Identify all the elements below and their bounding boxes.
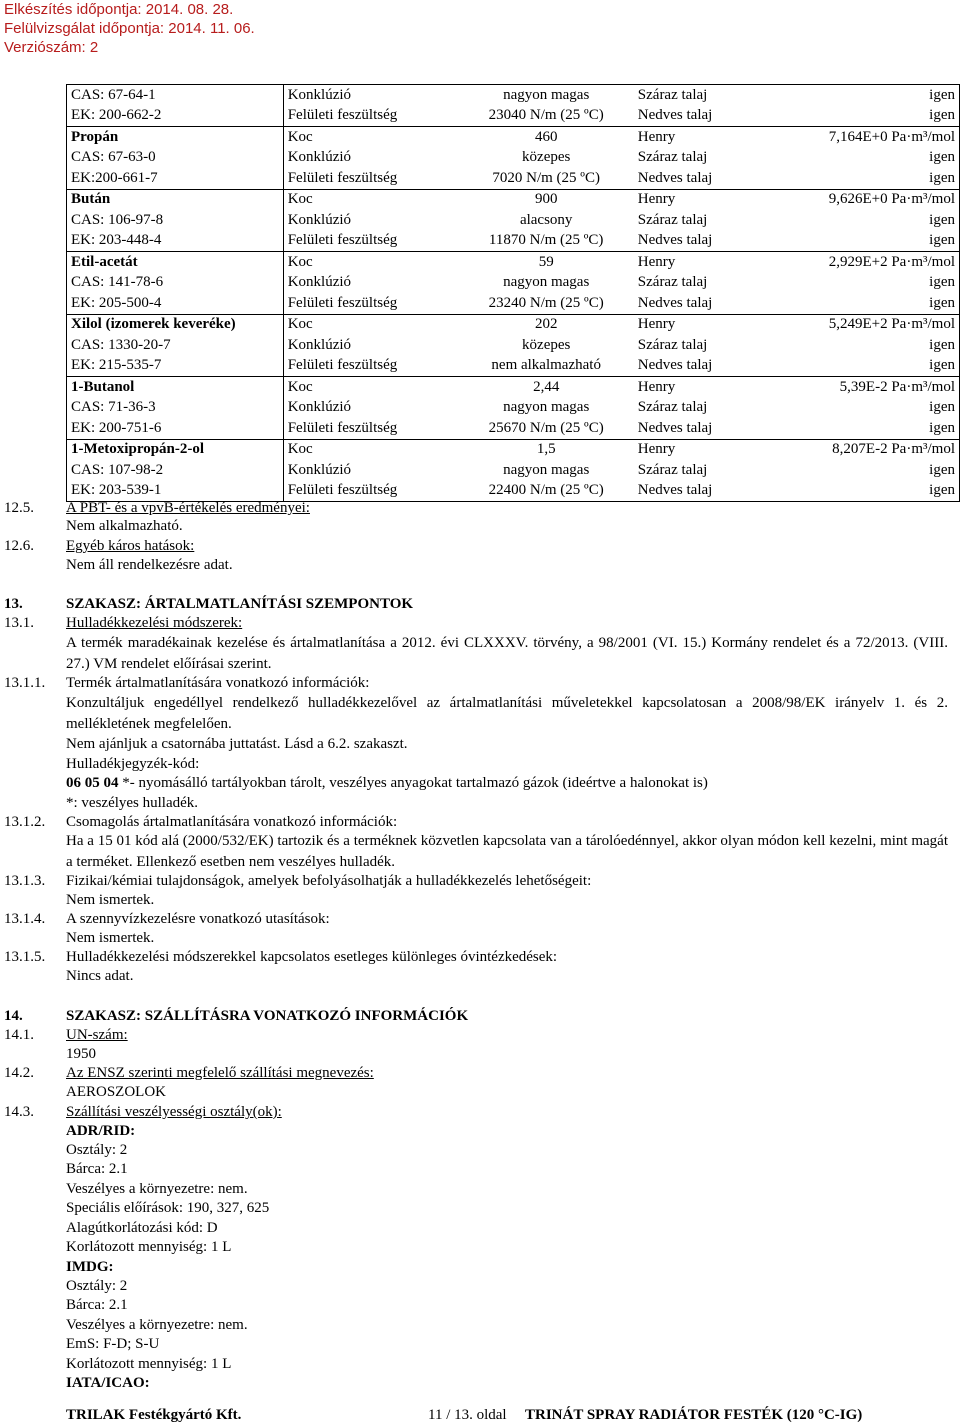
condition-cell: Száraz talaj <box>637 211 708 228</box>
condition-cell: Nedves talaj <box>634 481 774 502</box>
adr-line: Speciális előírások: 190, 327, 625 <box>66 1200 270 1216</box>
section-text: Ha a 15 01 kód alá (2000/532/EK) tartozik és a terméknek közvetlen kapcsolata van a tárolóedénnyel, akkor olyan módon kell kezelni, mint magát a terméket. Ellenkező esetben nem veszélyes hulladék. <box>66 833 948 870</box>
waste-code: 06 05 04 <box>66 775 119 791</box>
table-row <box>67 314 960 335</box>
result-cell: 5,249E+2 Pa·m³/mol <box>774 314 960 335</box>
value-cell: nagyon magas <box>503 461 590 478</box>
substance-cell: EK: 203-539-1 <box>67 481 284 502</box>
value-cell: 202 <box>459 314 634 335</box>
condition-cell: Henry <box>634 189 774 210</box>
waste-code-line <box>66 774 708 793</box>
adr-line: Osztály: 2 <box>66 1142 128 1158</box>
table-row <box>67 210 960 231</box>
imdg-line: EmS: F-D; S-U <box>66 1336 160 1352</box>
table-row <box>67 168 960 189</box>
result-cell: 9,626E+0 Pa·m³/mol <box>774 189 960 210</box>
property-cell: Koc <box>283 189 458 210</box>
property-cell: Koc <box>283 439 458 460</box>
substance-cell: EK: 200-751-6 <box>67 418 284 439</box>
table-row <box>67 439 960 460</box>
imdg-line: Veszélyes a környezetre: nem. <box>66 1317 248 1333</box>
adr-line: Bárca: 2.1 <box>66 1161 128 1177</box>
condition-cell: Henry <box>634 439 774 460</box>
property-cell: Konklúzió <box>283 398 458 419</box>
table-row <box>67 273 960 294</box>
substance-cell: CAS: 107-98-2 <box>67 460 284 481</box>
substance-cell: Etil-acetát <box>67 252 284 273</box>
condition-cell: Nedves talaj <box>637 232 713 249</box>
result-cell: igen <box>774 106 960 127</box>
condition-cell: Száraz talaj <box>637 336 708 353</box>
substance-cell: CAS: 67-64-1 <box>67 85 284 106</box>
section-title: Hulladékkezelési módszerekkel kapcsolatos esetleges különleges óvintézkedések: <box>66 949 558 965</box>
property-cell: Konklúzió <box>283 85 458 106</box>
section-title: Hulladékkezelési módszerek: <box>66 615 243 631</box>
section-title: Csomagolás ártalmatlanítására vonatkozó információk: <box>66 814 398 830</box>
version-number: Verziószám: 2 <box>4 39 99 56</box>
condition-cell: Száraz talaj <box>637 274 708 291</box>
result-cell: igen <box>774 168 960 189</box>
condition-cell: Henry <box>634 127 774 148</box>
condition-cell: Nedves talaj <box>637 419 713 436</box>
table-row <box>67 127 960 148</box>
substance-cell: EK:200-661-7 <box>67 168 284 189</box>
condition-cell: Száraz talaj <box>634 85 774 106</box>
section-number: 12.5. <box>4 500 34 516</box>
result-cell: igen <box>774 460 960 481</box>
substance-cell: CAS: 67-63-0 <box>67 148 284 169</box>
condition-cell: Nedves talaj <box>637 169 713 186</box>
property-cell: Felületi feszültség <box>283 231 458 252</box>
result-cell: 5,39E-2 Pa·m³/mol <box>774 377 960 398</box>
imdg-line: Bárca: 2.1 <box>66 1297 128 1313</box>
iata-heading: IATA/ICAO: <box>66 1375 150 1391</box>
result-cell: igen <box>774 335 960 356</box>
section-number: 14.2. <box>4 1065 34 1081</box>
imdg-line: Korlátozott mennyiség: 1 L <box>66 1356 232 1372</box>
condition-cell: Henry <box>634 314 774 335</box>
property-cell: Koc <box>283 127 458 148</box>
result-cell: igen <box>774 481 960 502</box>
section-title: A szennyvízkezelésre vonatkozó utasítások: <box>66 911 330 927</box>
condition-cell: Száraz talaj <box>637 461 708 478</box>
result-cell: 2,929E+2 Pa·m³/mol <box>774 252 960 273</box>
section-number: 14.1. <box>4 1027 34 1043</box>
substance-cell: CAS: 141-78-6 <box>67 273 284 294</box>
table-row <box>67 252 960 273</box>
section-number: 13.1.1. <box>4 675 46 691</box>
condition-cell: Nedves talaj <box>637 294 713 311</box>
section-title: A PBT- és a vpvB-értékelés eredményei: <box>66 500 310 516</box>
substance-cell: Bután <box>67 189 284 210</box>
table-row <box>67 148 960 169</box>
value-cell: 11870 N/m (25 ºC) <box>488 232 604 249</box>
condition-cell: Száraz talaj <box>637 399 708 416</box>
property-cell: Koc <box>283 314 458 335</box>
ecotox-table <box>66 84 960 502</box>
condition-cell: Henry <box>634 377 774 398</box>
substance-cell: CAS: 1330-20-7 <box>67 335 284 356</box>
value-cell: 22400 N/m (25 ºC) <box>459 481 634 502</box>
section-title: UN-szám: <box>66 1027 128 1043</box>
value-cell: 900 <box>459 189 634 210</box>
created-date: Elkészítés időpontja: 2014. 08. 28. <box>4 1 234 18</box>
section-number: 13. <box>4 596 23 612</box>
section-title: Szállítási veszélyességi osztály(ok): <box>66 1104 282 1120</box>
adr-line: Alagútkorlátozási kód: D <box>66 1220 218 1236</box>
property-cell: Felületi feszültség <box>283 356 458 377</box>
property-cell: Koc <box>283 377 458 398</box>
table-row <box>67 460 960 481</box>
revised-date: Felülvizsgálat időpontja: 2014. 11. 06. <box>4 20 255 37</box>
table-row <box>67 418 960 439</box>
condition-cell: Nedves talaj <box>637 357 713 374</box>
section-text: Nem ismertek. <box>66 892 155 908</box>
substance-cell: EK: 200-662-2 <box>67 106 284 127</box>
footer-page-number: 11 / 13. oldal <box>428 1407 507 1423</box>
substance-cell: CAS: 106-97-8 <box>67 210 284 231</box>
table-row <box>67 293 960 314</box>
table-row <box>67 398 960 419</box>
property-cell: Konklúzió <box>283 460 458 481</box>
substance-cell: EK: 205-500-4 <box>67 293 284 314</box>
result-cell: 8,207E-2 Pa·m³/mol <box>774 439 960 460</box>
property-cell: Felületi feszültség <box>283 418 458 439</box>
section-text: Hulladékjegyzék-kód: <box>66 756 200 772</box>
property-cell: Konklúzió <box>283 148 458 169</box>
section-title: Egyéb káros hatások: <box>66 538 195 554</box>
table-row <box>67 356 960 377</box>
result-cell: igen <box>774 418 960 439</box>
section-text: 1950 <box>66 1046 96 1062</box>
property-cell: Koc <box>283 252 458 273</box>
section-text: AEROSZOLOK <box>66 1084 166 1100</box>
value-cell: 7020 N/m (25 ºC) <box>492 169 600 186</box>
substance-cell: 1-Metoxipropán-2-ol <box>67 439 284 460</box>
imdg-heading: IMDG: <box>66 1259 114 1275</box>
value-cell: nagyon magas <box>503 274 590 291</box>
property-cell: Felületi feszültség <box>283 106 458 127</box>
section-number: 13.1.2. <box>4 814 46 830</box>
section-title: Fizikai/kémiai tulajdonságok, amelyek befolyásolhatják a hulladékkezelés lehetőségeit: <box>66 873 592 889</box>
substance-cell: CAS: 71-36-3 <box>67 398 284 419</box>
value-cell: nem alkalmazható <box>491 357 601 374</box>
condition-cell: Száraz talaj <box>637 149 708 166</box>
table-row <box>67 377 960 398</box>
value-cell: 2,44 <box>459 377 634 398</box>
property-cell: Felületi feszültség <box>283 481 458 502</box>
result-cell: igen <box>774 85 960 106</box>
property-cell: Konklúzió <box>283 335 458 356</box>
property-cell: Konklúzió <box>283 210 458 231</box>
value-cell: nagyon magas <box>503 399 590 416</box>
adr-heading: ADR/RID: <box>66 1123 136 1139</box>
result-cell: igen <box>774 273 960 294</box>
imdg-line: Osztály: 2 <box>66 1278 128 1294</box>
substance-cell: Propán <box>67 127 284 148</box>
section-number: 13.1.4. <box>4 911 46 927</box>
section-number: 14. <box>4 1008 23 1024</box>
footer-company: TRILAK Festékgyártó Kft. <box>66 1407 242 1423</box>
table-row <box>67 106 960 127</box>
value-cell: nagyon magas <box>459 85 634 106</box>
substance-cell: EK: 203-448-4 <box>67 231 284 252</box>
result-cell: igen <box>774 210 960 231</box>
result-cell: igen <box>774 293 960 314</box>
property-cell: Felületi feszültség <box>283 293 458 314</box>
section-text: A termék maradékainak kezelése és ártalmatlanítása a 2012. évi CLXXXV. törvény, a 98/2001 (VI. 15.) Kormány rendelet és a 72/2013. (VIII. 27.) VM rendelet előírásai szerint. <box>66 635 948 672</box>
property-cell: Felületi feszültség <box>283 168 458 189</box>
table-row <box>67 335 960 356</box>
substance-cell: EK: 215-535-7 <box>67 356 284 377</box>
section-number: 13.1.3. <box>4 873 46 889</box>
section-text: Nem ajánljuk a csatornába juttatást. Lásd a 6.2. szakaszt. <box>66 736 408 752</box>
section-title: Az ENSZ szerinti megfelelő szállítási megnevezés: <box>66 1065 374 1081</box>
condition-cell: Henry <box>634 252 774 273</box>
footer-product: TRINÁT SPRAY RADIÁTOR FESTÉK (120 °C-IG) <box>525 1407 863 1423</box>
table-row <box>67 85 960 106</box>
substance-cell: Xilol (izomerek keveréke) <box>67 314 284 335</box>
section-number: 13.1.5. <box>4 949 46 965</box>
condition-cell: Nedves talaj <box>637 107 713 124</box>
value-cell: 460 <box>459 127 634 148</box>
section-heading: SZAKASZ: ÁRTALMATLANÍTÁSI SZEMPONTOK <box>66 596 414 612</box>
property-cell: Konklúzió <box>283 273 458 294</box>
section-text: Nem ismertek. <box>66 930 155 946</box>
section-number: 14.3. <box>4 1104 34 1120</box>
section-number: 13.1. <box>4 615 34 631</box>
value-cell: 25670 N/m (25 ºC) <box>488 419 604 436</box>
section-text: Konzultáljuk engedéllyel rendelkező hulladékkezelővel az ártalmatlanítási műveletekkel kapcsolatosan a 2008/98/EK irányelv 1. és 2. mellékletének megfelelően. <box>66 695 948 732</box>
value-cell: alacsony <box>519 211 573 228</box>
section-text: Nem áll rendelkezésre adat. <box>66 557 233 573</box>
value-cell: 23040 N/m (25 ºC) <box>488 107 604 124</box>
result-cell: igen <box>774 398 960 419</box>
result-cell: 7,164E+0 Pa·m³/mol <box>774 127 960 148</box>
value-cell: 59 <box>459 252 634 273</box>
result-cell: igen <box>774 148 960 169</box>
substance-cell: 1-Butanol <box>67 377 284 398</box>
section-text: *: veszélyes hulladék. <box>66 795 199 811</box>
section-text: Nem alkalmazható. <box>66 518 183 534</box>
result-cell: igen <box>774 231 960 252</box>
table-row <box>67 189 960 210</box>
value-cell: közepes <box>522 149 571 166</box>
waste-code-description: *- nyomásálló tartályokban tárolt, veszélyes anyagokat tartalmazó gázok (ideértve a halonokat is) <box>122 775 708 791</box>
document-header <box>4 0 255 57</box>
value-cell: közepes <box>522 336 571 353</box>
value-cell: 23240 N/m (25 ºC) <box>488 294 604 311</box>
table-row <box>67 231 960 252</box>
section-number: 12.6. <box>4 538 34 554</box>
section-text: Nincs adat. <box>66 968 134 984</box>
section-title: Termék ártalmatlanítására vonatkozó információk: <box>66 675 370 691</box>
result-cell: igen <box>774 356 960 377</box>
adr-line: Korlátozott mennyiség: 1 L <box>66 1239 232 1255</box>
adr-line: Veszélyes a környezetre: nem. <box>66 1181 248 1197</box>
section-heading: SZAKASZ: SZÁLLÍTÁSRA VONATKOZÓ INFORMÁCIÓK <box>66 1008 469 1024</box>
value-cell: 1,5 <box>459 439 634 460</box>
